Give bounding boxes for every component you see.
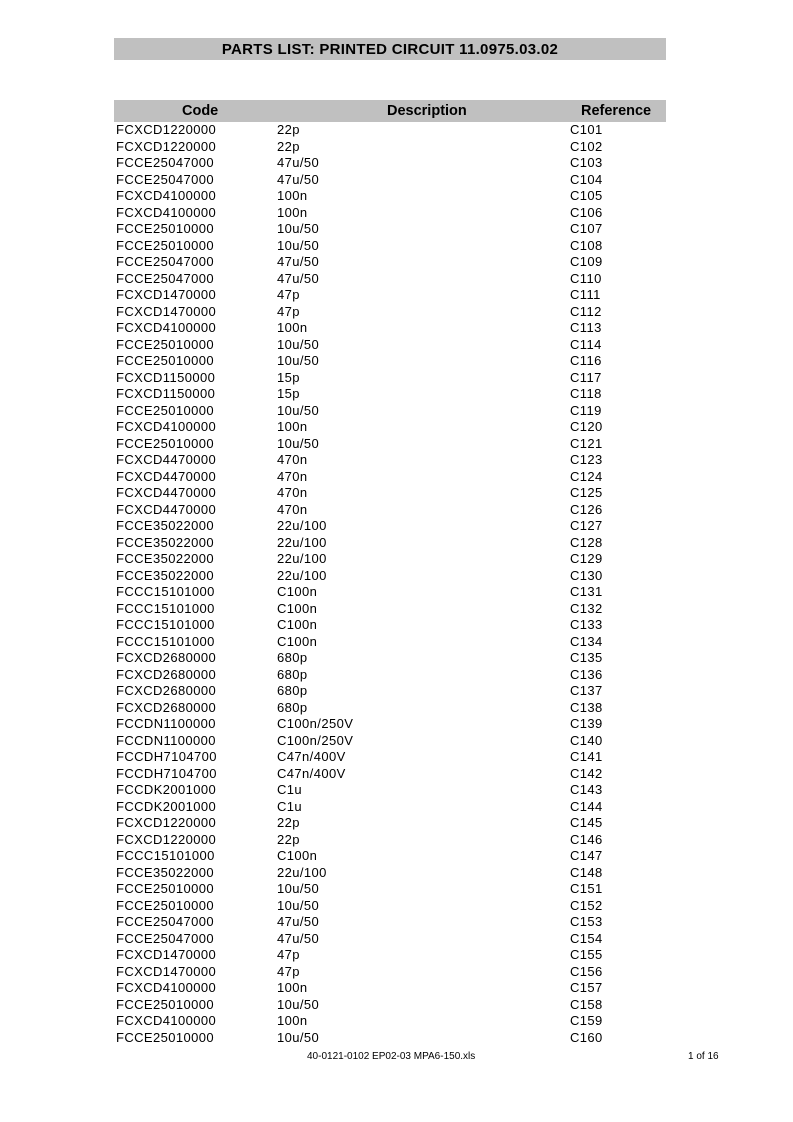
cell-description: 10u/50 [277,897,320,913]
cell-code: FCXCD4470000 [116,501,217,517]
cell-code: FCXCD2680000 [116,699,217,715]
cell-code: FCCDK2001000 [116,782,217,797]
cell-reference: C157 [570,980,603,995]
cell-code: FCXCD4100000 [116,320,217,335]
cell-description: 470n [277,501,308,517]
cell-code: FCXCD4470000 [116,485,217,500]
cell-description: 47u/50 [277,270,320,286]
table-header [114,100,666,122]
cell-reference: C119 [570,402,602,418]
table-row [114,518,666,535]
cell-reference: C137 [570,683,603,698]
cell-description: 470n [277,452,308,467]
cell-reference: C159 [570,1013,603,1028]
cell-reference: C103 [570,155,603,170]
cell-code: FCXCD4100000 [116,204,217,220]
table-row [114,419,666,436]
table-row [114,749,666,766]
cell-reference: C104 [570,171,603,187]
cell-reference: C108 [570,237,603,253]
cell-reference: C124 [570,468,603,484]
cell-reference: C135 [570,650,603,665]
table-row [114,238,666,255]
table-row [114,997,666,1014]
cell-description: C100n [277,584,318,599]
cell-code: FCCE25047000 [116,930,215,946]
table-row [114,865,666,882]
cell-code: FCCE25047000 [116,914,215,929]
cell-description: C100n [277,633,318,649]
table-row [114,601,666,618]
table-row [114,386,666,403]
table-row [114,452,666,469]
cell-description: 10u/50 [277,881,320,896]
table-row [114,766,666,783]
table-row [114,370,666,387]
cell-code: FCXCD4100000 [116,980,217,995]
table-row [114,403,666,420]
cell-reference: C151 [570,881,603,896]
cell-code: FCCE25047000 [116,254,215,269]
cell-description: 47p [277,963,300,979]
cell-reference: C144 [570,798,603,814]
cell-description: 22u/100 [277,551,327,566]
cell-reference: C106 [570,204,603,220]
cell-code: FCXCD1470000 [116,963,217,979]
table-row [114,353,666,370]
cell-code: FCXCD4470000 [116,468,217,484]
cell-description: C100n [277,617,318,632]
table-row [114,650,666,667]
cell-reference: C112 [570,303,602,319]
cell-description: 100n [277,980,308,995]
cell-code: FCCE25010000 [116,996,215,1012]
cell-description: 680p [277,699,308,715]
column-header-code: Code [182,103,219,119]
cell-reference: C121 [570,435,603,451]
column-header-reference: Reference [581,103,652,119]
cell-description: C1u [277,798,303,814]
table-row [114,931,666,948]
cell-description: C47n/400V [277,765,346,781]
cell-reference: C128 [570,534,603,550]
cell-code: FCXCD4100000 [116,1013,217,1028]
table-row [114,964,666,981]
cell-description: C100n [277,848,318,863]
cell-description: 47u/50 [277,171,320,187]
cell-reference: C113 [570,320,602,335]
table-row [114,205,666,222]
table-row [114,634,666,651]
cell-reference: C109 [570,254,603,269]
cell-description: 47u/50 [277,254,320,269]
table-row [114,469,666,486]
cell-reference: C158 [570,996,603,1012]
cell-code: FCCE35022000 [116,551,215,566]
table-row [114,551,666,568]
cell-description: 22u/100 [277,534,327,550]
cell-code: FCXCD4470000 [116,452,217,467]
cell-reference: C101 [570,122,603,137]
cell-code: FCCE25010000 [116,435,215,451]
cell-description: 22u/100 [277,864,327,880]
cell-code: FCXCD1470000 [116,287,217,302]
cell-code: FCCDN1100000 [116,716,216,731]
cell-reference: C120 [570,419,603,434]
table-row [114,832,666,849]
table-row [114,617,666,634]
table-row [114,337,666,354]
cell-reference: C114 [570,336,602,352]
cell-code: FCCC15101000 [116,617,215,632]
cell-description: 22p [277,831,300,847]
cell-code: FCCE25010000 [116,1029,215,1045]
cell-reference: C156 [570,963,603,979]
cell-code: FCCDH7104700 [116,749,217,764]
cell-reference: C152 [570,897,603,913]
cell-reference: C155 [570,947,603,962]
cell-code: FCCC15101000 [116,600,215,616]
cell-description: 47u/50 [277,930,320,946]
cell-reference: C127 [570,518,603,533]
cell-code: FCCDK2001000 [116,798,217,814]
cell-code: FCCE25010000 [116,881,215,896]
cell-reference: C132 [570,600,603,616]
cell-description: 10u/50 [277,221,320,236]
cell-reference: C147 [570,848,603,863]
cell-code: FCCC15101000 [116,584,215,599]
cell-description: 10u/50 [277,237,320,253]
table-row [114,947,666,964]
cell-code: FCCDH7104700 [116,765,217,781]
cell-reference: C123 [570,452,603,467]
cell-code: FCCDN1100000 [116,732,216,748]
cell-code: FCCE25010000 [116,336,215,352]
cell-description: C1u [277,782,303,797]
cell-reference: C118 [570,386,602,401]
cell-reference: C129 [570,551,603,566]
title-bar [114,38,666,60]
cell-description: C100n [277,600,318,616]
cell-code: FCXCD4100000 [116,188,217,203]
cell-code: FCCE25047000 [116,171,215,187]
cell-reference: C110 [570,270,602,286]
cell-description: 47p [277,287,300,302]
cell-description: 680p [277,650,308,665]
cell-code: FCXCD1220000 [116,831,217,847]
cell-description: 47u/50 [277,914,320,929]
cell-description: 15p [277,369,300,385]
table-row [114,584,666,601]
table-row [114,568,666,585]
cell-reference: C102 [570,138,603,154]
cell-code: FCCC15101000 [116,633,215,649]
cell-reference: C142 [570,765,603,781]
table-row [114,221,666,238]
cell-description: C47n/400V [277,749,346,764]
cell-reference: C160 [570,1029,603,1045]
table-row [114,122,666,139]
cell-description: 10u/50 [277,435,320,451]
table-row [114,304,666,321]
cell-description: 10u/50 [277,402,320,418]
cell-reference: C145 [570,815,603,830]
cell-description: 47u/50 [277,155,320,170]
table-row [114,683,666,700]
cell-code: FCXCD1470000 [116,947,217,962]
cell-description: 470n [277,468,308,484]
footer-filename: 40-0121-0102 EP02-03 MPA6-150.xls [307,1051,476,1062]
cell-description: C100n/250V [277,716,354,731]
table-row [114,254,666,271]
table-row [114,436,666,453]
cell-reference: C146 [570,831,603,847]
table-row [114,502,666,519]
cell-code: FCXCD1220000 [116,122,217,137]
table-row [114,881,666,898]
table-row [114,1030,666,1047]
table-row [114,271,666,288]
table-row [114,914,666,931]
cell-reference: C125 [570,485,603,500]
table-row [114,980,666,997]
cell-description: 10u/50 [277,353,320,368]
cell-description: 22p [277,138,300,154]
cell-code: FCCE25047000 [116,270,215,286]
cell-reference: C105 [570,188,603,203]
cell-code: FCXCD1220000 [116,815,217,830]
cell-description: 100n [277,419,308,434]
cell-description: 22u/100 [277,567,327,583]
page-title: PARTS LIST: PRINTED CIRCUIT 11.0975.03.02 [221,41,559,58]
cell-code: FCCE25047000 [116,155,215,170]
cell-description: 470n [277,485,308,500]
cell-reference: C130 [570,567,603,583]
cell-code: FCCE25010000 [116,402,215,418]
cell-reference: C117 [570,369,602,385]
table-row [114,716,666,733]
cell-code: FCCE35022000 [116,534,215,550]
cell-description: 15p [277,386,300,401]
cell-description: 100n [277,1013,308,1028]
table-row [114,188,666,205]
table-row [114,287,666,304]
cell-description: 22p [277,815,300,830]
cell-code: FCCE35022000 [116,518,215,533]
cell-code: FCXCD1150000 [116,369,216,385]
cell-description: 100n [277,320,308,335]
table-row [114,848,666,865]
cell-code: FCXCD1150000 [116,386,216,401]
cell-code: FCXCD2680000 [116,683,217,698]
cell-code: FCCE25010000 [116,353,215,368]
cell-code: FCCE25010000 [116,897,215,913]
cell-description: 10u/50 [277,336,320,352]
parts-table-body [114,122,666,1046]
table-row [114,815,666,832]
cell-code: FCCE25010000 [116,237,215,253]
table-row [114,667,666,684]
cell-reference: C134 [570,633,603,649]
cell-reference: C154 [570,930,603,946]
cell-reference: C138 [570,699,603,715]
cell-description: 100n [277,204,308,220]
cell-description: 680p [277,666,308,682]
cell-code: FCXCD1470000 [116,303,217,319]
cell-code: FCXCD4100000 [116,419,217,434]
table-row [114,139,666,156]
cell-reference: C153 [570,914,603,929]
cell-description: 100n [277,188,308,203]
cell-description: C100n/250V [277,732,354,748]
cell-reference: C133 [570,617,603,632]
table-row [114,1013,666,1030]
table-row [114,700,666,717]
cell-code: FCCE25010000 [116,221,215,236]
cell-description: 10u/50 [277,996,320,1012]
cell-description: 47p [277,947,300,962]
cell-reference: C140 [570,732,603,748]
table-row [114,782,666,799]
table-row [114,485,666,502]
cell-description: 10u/50 [277,1029,320,1045]
cell-code: FCCE35022000 [116,567,215,583]
table-row [114,172,666,189]
cell-description: 22u/100 [277,518,327,533]
cell-reference: C131 [570,584,603,599]
table-row [114,898,666,915]
cell-code: FCCE35022000 [116,864,215,880]
cell-reference: C141 [570,749,603,764]
cell-reference: C111 [570,287,601,302]
cell-code: FCXCD2680000 [116,666,217,682]
table-row [114,799,666,816]
cell-code: FCXCD2680000 [116,650,217,665]
cell-description: 47p [277,303,300,319]
table-row [114,535,666,552]
cell-reference: C116 [570,353,602,368]
cell-reference: C139 [570,716,603,731]
table-row [114,320,666,337]
cell-reference: C143 [570,782,603,797]
table-row [114,733,666,750]
column-header-description: Description [387,103,467,119]
cell-reference: C126 [570,501,603,517]
cell-reference: C136 [570,666,603,682]
cell-reference: C107 [570,221,603,236]
table-row [114,155,666,172]
cell-code: FCCC15101000 [116,848,215,863]
footer-page-number: 1 of 16 [688,1051,719,1062]
cell-code: FCXCD1220000 [116,138,217,154]
cell-description: 680p [277,683,308,698]
cell-description: 22p [277,122,300,137]
cell-reference: C148 [570,864,603,880]
